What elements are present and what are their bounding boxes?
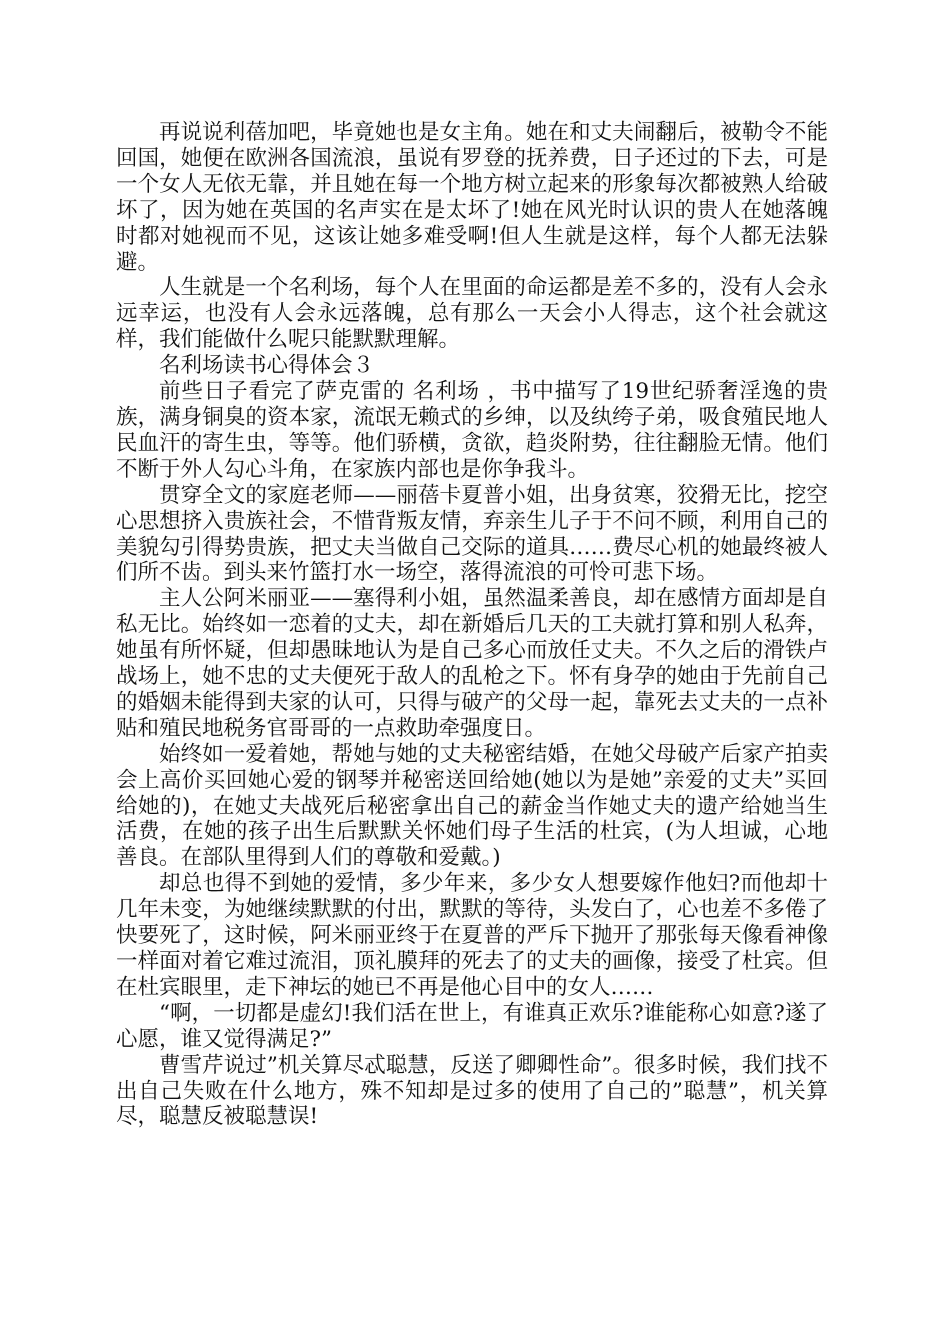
paragraph-dobbin-devotion: 始终如一爱着她，帮她与她的丈夫秘密结婚，在她父母破产后家产拍卖会上高价买回她心爱的钢琴并秘密送回给她(她以为是她”亲爱的丈夫”买回给她的)，在她丈夫战死后秘密拿出自己的薪金当作她丈夫的遗产给她当生活费，在她的孩子出生后默默关怀她们母子生活的杜宾，(为人坦诚，心地善良。在部队里得到人们的尊敬和爱戴。) — [116, 741, 828, 871]
paragraph-rebecca-sharp: 贯穿全文的家庭老师——丽蓓卡夏普小姐，出身贫寒，狡猾无比，挖空心思想挤入贵族社会，不惜背叛友情，弃亲生儿子于不问不顾，利用自己的美貌勾引得势贵族，把丈夫当做自己交际的道具……费尽心机的她最终被人们所不齿。到头来竹篮打水一场空，落得流浪的可怜可悲下场。 — [116, 482, 828, 586]
document-body — [116, 120, 828, 1130]
paragraph-thackeray-intro: 前些日子看完了萨克雷的 名利场 ，书中描写了19世纪骄奢淫逸的贵族，满身铜臭的资本家，流氓无赖式的乡绅，以及纨绔子弟，吸食殖民地人民血汗的寄生虫，等等。他们骄横，贪欲，趋炎附势，往往翻脸无情。他们不断于外人勾心斗角，在家族内部也是你争我斗。 — [116, 379, 828, 482]
paragraph-conclusion: 曹雪芹说过”机关算尽忒聪慧，反送了卿卿性命”。很多时候，我们找不出自己失败在什么地方，殊不知却是过多的使用了自己的”聪慧”，机关算尽，聪慧反被聪慧误! — [116, 1052, 828, 1130]
paragraph-vanity-fair-life: 人生就是一个名利场，每个人在里面的命运都是差不多的，没有人会永远幸运，也没有人会永远落魄，总有那么一天会小人得志，这个社会就这样，我们能做什么呢只能默默理解。 — [116, 275, 828, 353]
paragraph-amelia-sedley: 主人公阿米丽亚——塞得利小姐，虽然温柔善良，却在感情方面却是自私无比。始终如一恋着的丈夫，却在新婚后几天的工夫就打算和别人私奔，她虽有所怀疑，但却愚昧地认为是自己多心而放任丈夫。不久之后的滑铁卢战场上，她不忠的丈夫便死于敌人的乱枪之下。怀有身孕的她由于先前自己的婚姻未能得到夫家的认可，只得与破产的父母一起，靠死去丈夫的一点补贴和殖民地税务官哥哥的一点救助牵强度日。 — [116, 586, 828, 741]
paragraph-quote: “啊，一切都是虚幻!我们活在世上，有谁真正欢乐?谁能称心如意?遂了心愿，谁又觉得满足?” — [116, 1000, 828, 1052]
section-heading: 名利场读书心得体会３ — [159, 353, 375, 379]
paragraph-dobbin-waiting: 却总也得不到她的爱情，多少年来，多少女人想要嫁作他妇?而他却十几年未变，为她继续默默的付出，默默的等待，头发白了，心也差不多倦了快要死了，这时候，阿米丽亚终于在夏普的严斥下抛开了那张每天像看神像一样面对着它难过流泪，顶礼膜拜的死去了的丈夫的画像，接受了杜宾。但在杜宾眼里，走下神坛的她已不再是他心目中的女人…… — [116, 871, 828, 1000]
paragraph-rebecca-exile: 再说说利蓓加吧，毕竟她也是女主角。她在和丈夫闹翻后，被勒令不能回国，她便在欧洲各国流浪，虽说有罗登的抚养费，日子还过的下去，可是一个女人无依无靠，并且她在每一个地方树立起来的形象每次都被熟人给破坏了，因为她在英国的名声实在是太坏了!她在风光时认识的贵人在她落魄时都对她视而不见，这该让她多难受啊!但人生就是这样，每个人都无法躲避。 — [116, 120, 828, 275]
